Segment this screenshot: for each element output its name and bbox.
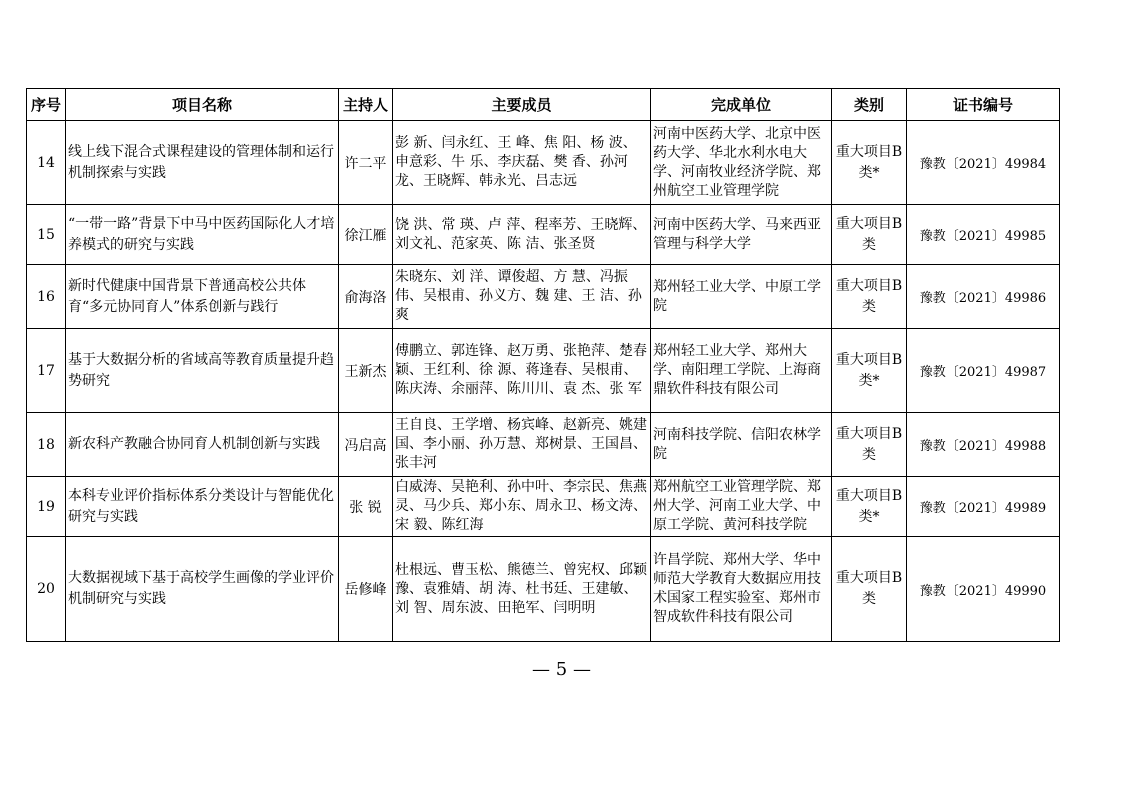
col-header-number: 序号 bbox=[27, 89, 66, 121]
project-name: 新时代健康中国背景下普通高校公共体育“多元协同育人”体系创新与践行 bbox=[66, 265, 339, 329]
member-list: 彭 新、闫永红、王 峰、焦 阳、杨 波、申意彩、牛 乐、李庆磊、樊 香、孙河龙、王晓辉、韩永光、吕志远 bbox=[393, 121, 651, 205]
host-name: 冯启高 bbox=[339, 413, 393, 477]
member-list: 朱晓东、刘 洋、谭俊超、方 慧、冯振伟、吴根甫、孙义方、魏 建、王 洁、孙 爽 bbox=[393, 265, 651, 329]
completion-unit: 郑州轻工业大学、中原工学院 bbox=[651, 265, 832, 329]
member-list: 傅鹏立、郭连锋、赵万勇、张艳萍、楚春颖、王红利、徐 源、蒋逢春、吴根甫、陈庆涛、余丽萍、陈川川、袁 杰、张 军 bbox=[393, 329, 651, 413]
member-list: 杜根远、曹玉松、熊德兰、曾宪权、邱颖豫、袁雅婧、胡 涛、杜书廷、王建敏、刘 智、周东波、田艳军、闫明明 bbox=[393, 537, 651, 642]
category: 重大项目B类 bbox=[832, 537, 907, 642]
certificate-number: 豫教〔2021〕49990 bbox=[907, 537, 1060, 642]
host-name: 徐江雁 bbox=[339, 205, 393, 265]
category: 重大项目B类* bbox=[832, 477, 907, 537]
table-row bbox=[27, 121, 1060, 205]
table-row bbox=[27, 265, 1060, 329]
completion-unit: 河南中医药大学、马来西亚管理与科学大学 bbox=[651, 205, 832, 265]
completion-unit: 河南科技学院、信阳农林学院 bbox=[651, 413, 832, 477]
certificate-number: 豫教〔2021〕49985 bbox=[907, 205, 1060, 265]
host-name: 俞海洛 bbox=[339, 265, 393, 329]
table-row bbox=[27, 537, 1060, 642]
table-row bbox=[27, 413, 1060, 477]
row-number: 16 bbox=[27, 265, 66, 329]
completion-unit: 郑州轻工业大学、郑州大学、南阳理工学院、上海商鼎软件科技有限公司 bbox=[651, 329, 832, 413]
row-number: 17 bbox=[27, 329, 66, 413]
project-name: “一带一路”背景下中马中医药国际化人才培养模式的研究与实践 bbox=[66, 205, 339, 265]
completion-unit: 郑州航空工业管理学院、郑州大学、河南工业大学、中原工学院、黄河科技学院 bbox=[651, 477, 832, 537]
completion-unit: 许昌学院、郑州大学、华中师范大学教育大数据应用技术国家工程实验室、郑州市智成软件科技有限公司 bbox=[651, 537, 832, 642]
category: 重大项目B类 bbox=[832, 205, 907, 265]
row-number: 15 bbox=[27, 205, 66, 265]
row-number: 20 bbox=[27, 537, 66, 642]
category: 重大项目B类 bbox=[832, 413, 907, 477]
col-header-project-name: 项目名称 bbox=[66, 89, 339, 121]
member-list: 饶 洪、常 瑛、卢 萍、程率芳、王晓辉、刘文礼、范家英、陈 洁、张圣贤 bbox=[393, 205, 651, 265]
row-number: 18 bbox=[27, 413, 66, 477]
certificate-number: 豫教〔2021〕49989 bbox=[907, 477, 1060, 537]
certificate-number: 豫教〔2021〕49987 bbox=[907, 329, 1060, 413]
host-name: 许二平 bbox=[339, 121, 393, 205]
project-name: 新农科产教融合协同育人机制创新与实践 bbox=[66, 413, 339, 477]
project-name: 大数据视域下基于高校学生画像的学业评价机制研究与实践 bbox=[66, 537, 339, 642]
table-row bbox=[27, 205, 1060, 265]
col-header-category: 类别 bbox=[832, 89, 907, 121]
project-name: 本科专业评价指标体系分类设计与智能优化研究与实践 bbox=[66, 477, 339, 537]
project-name: 线上线下混合式课程建设的管理体制和运行机制探索与实践 bbox=[66, 121, 339, 205]
certificate-number: 豫教〔2021〕49988 bbox=[907, 413, 1060, 477]
col-header-unit: 完成单位 bbox=[651, 89, 832, 121]
header-row bbox=[27, 89, 1060, 121]
category: 重大项目B类* bbox=[832, 121, 907, 205]
project-name: 基于大数据分析的省域高等教育质量提升趋势研究 bbox=[66, 329, 339, 413]
table-row bbox=[27, 477, 1060, 537]
host-name: 岳修峰 bbox=[339, 537, 393, 642]
page-number: — 5 — bbox=[532, 659, 591, 680]
col-header-certificate: 证书编号 bbox=[907, 89, 1060, 121]
row-number: 19 bbox=[27, 477, 66, 537]
table-row bbox=[27, 329, 1060, 413]
certificate-number: 豫教〔2021〕49984 bbox=[907, 121, 1060, 205]
category: 重大项目B类* bbox=[832, 329, 907, 413]
col-header-host: 主持人 bbox=[339, 89, 393, 121]
row-number: 14 bbox=[27, 121, 66, 205]
host-name: 王新杰 bbox=[339, 329, 393, 413]
col-header-members: 主要成员 bbox=[393, 89, 651, 121]
awards-table bbox=[26, 88, 1060, 642]
category: 重大项目B类 bbox=[832, 265, 907, 329]
member-list: 白威涛、吴艳利、孙中叶、李宗民、焦燕灵、马少兵、郑小东、周永卫、杨文涛、宋 毅、陈红海 bbox=[393, 477, 651, 537]
certificate-number: 豫教〔2021〕49986 bbox=[907, 265, 1060, 329]
member-list: 王自良、王学增、杨宾峰、赵新亮、姚建国、李小丽、孙万慧、郑树景、王国昌、张丰河 bbox=[393, 413, 651, 477]
host-name: 张 锐 bbox=[339, 477, 393, 537]
completion-unit: 河南中医药大学、北京中医药大学、华北水利水电大学、河南牧业经济学院、郑州航空工业管理学院 bbox=[651, 121, 832, 205]
